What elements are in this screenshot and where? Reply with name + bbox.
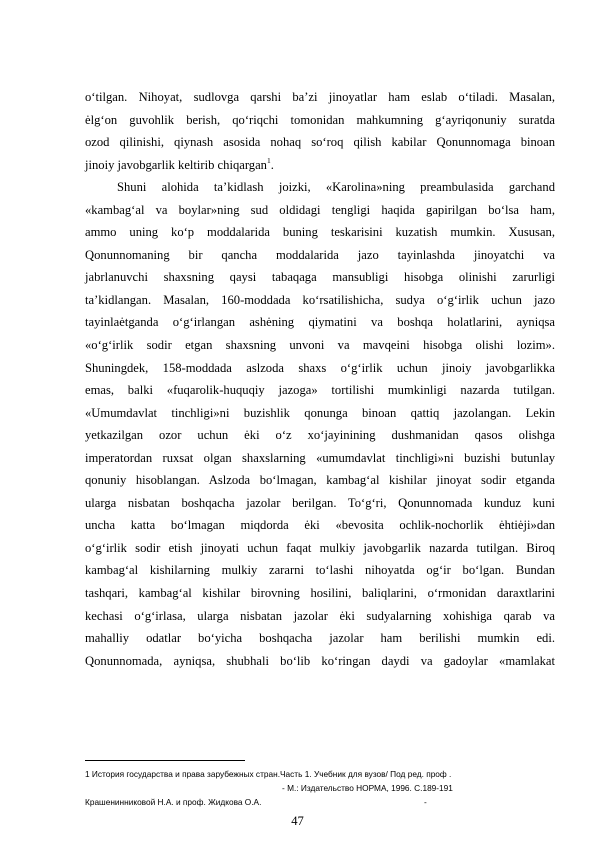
text-line: imperatordan ruxsat olgan shaxslarning «umumdavlat tinchligi»ni buzishi butunlay [85,450,555,465]
text-line: jabrlanuvchi shaxsning qaysi tabaqaga mansubligi hisobga olinishi zarurligi [85,270,555,285]
footnote-reference: 1 [266,155,271,165]
text-line-content: jinoiy javobgarlik keltirib chiqargan [85,157,267,172]
text-line-last [85,154,555,177]
text-line: yetkazilgan ozor uchun ėki o‘z xo‘jayinining dushmanidan qasos olishga [85,428,555,443]
text-line: Qonunnomada, ayniqsa, shubhali bo‘lib ko‘ringan daydi va gadoylar «mamlakat [85,653,555,668]
text-line: emas, balki «fuqarolik-huquqiy jazoga» tortilishi mumkinligi nazarda tutilgan. [85,383,555,398]
text-line: o‘tilgan. Nihoyat, sudlovga qarshi ba’zi jinoyatlar ham eslab o‘tiladi. Masalan, [85,90,555,104]
text-line: o‘g‘irlik sodir etish jinoyati uchun faqat mulkiy javobgarlik nazarda tutilgan. Biroq [85,540,555,555]
footnote-separator [85,760,245,761]
text-line: ularga nisbatan boshqacha jazolar berilgan. To‘g‘ri, Qonunnomada kunduz kuni [85,495,555,510]
text-line-indent: Shuni alohida ta’kidlash joizki, «Karolina»ning preambulasida garchand [117,180,555,195]
paragraph-continued [85,86,555,176]
footnote-dash: - [424,797,427,807]
text-line: tayinlaėtganda o‘g‘irlangan ashėning qiymatini va boshqa holatlarini, ayniqsa [85,315,555,330]
text-line: ėlg‘on guvohlik berish, qo‘riqchi tomonidan mahkumning g‘ayriqonuniy suratda [85,112,555,127]
text-line: kechasi o‘g‘irlasa, ularga nisbatan jazolar ėki sudyalarning xohishiga qarab va [85,608,555,623]
text-line: tashqari, kambag‘al kishilar birovning hosilini, baliqlarini, o‘rmonidan daraxtlarini [85,586,555,601]
text-line: ta’kidlangan. Masalan, 160-moddada ko‘rsatilishicha, sudya o‘g‘irlik uchun jazo [85,292,555,307]
footnote-line: Крашенинниковой Н.А. и проф. Жидкова О.А. [85,797,262,807]
footnote-line: 1 История государства и права зарубежных стран.Часть 1. Учебник для вузов/ Под ред. проф . [85,769,452,779]
paragraph-main [85,176,555,672]
page-number: 47 [291,814,304,828]
text-line: «o‘g‘irlik sodir etgan shaxsning unvoni va mavqeini hisobga olishi lozim». [85,338,555,353]
text-line: qonuniy hisoblangan. Aslzoda bo‘lmagan, kambag‘al kishilar jinoyat sodir etganda [85,473,555,488]
text-line: Shuningdek, 158-moddada aslzoda shaxs o‘g‘irlik uchun jinoiy javobgarlikka [85,360,555,375]
text-line: ozod qilinishi, qiynash asosida nohaq so‘roq qilish kabilar Qonunnomaga binoan [85,135,555,150]
text-line: Qonunnomaning bir qancha moddalarida jazo tayinlashda jinoyatchi va [85,247,555,262]
text-line: kambag‘al kishilarning mulkiy zararni to‘lashi nihoyatda og‘ir bo‘lgan. Bundan [85,563,555,578]
text-line: uncha katta bo‘lmagan miqdorda ėki «bevosita ochlik-nochorlik ėhtiėji»dan [85,518,555,533]
text-line: «kambag‘al va boylar»ning sud oldidagi tengligi haqida gapirilgan bo‘lsa ham, [85,202,555,217]
text-line: ammo uning ko‘p moddalarida buning teskarisini kuzatish mumkin. Xususan, [85,225,555,240]
footnote-line: - М.: Издательство НОРМА, 1996. С.189-191 [282,783,453,793]
sentence-end: . [270,157,274,172]
text-line: «Umumdavlat tinchligi»ni buzishlik qonunga binoan qattiq jazolangan. Lekin [85,405,555,420]
text-line: mahalliy odatlar bo‘yicha boshqacha jazolar ham berilishi mumkin edi. [85,631,555,646]
